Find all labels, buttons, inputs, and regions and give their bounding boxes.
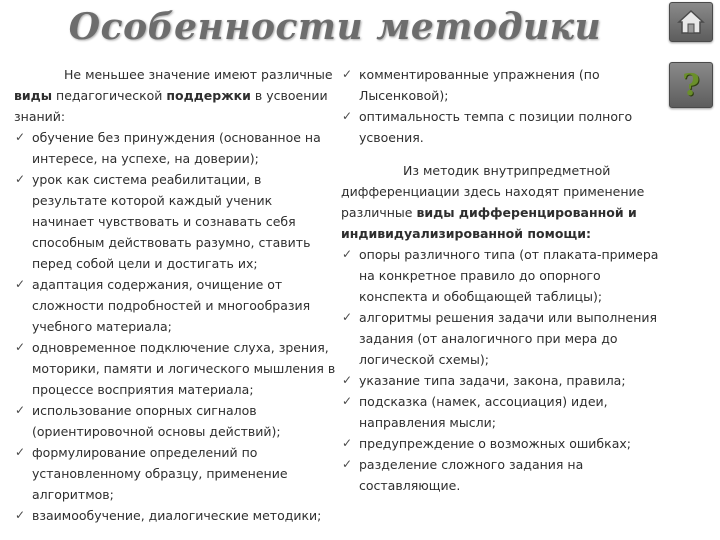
intro-bold-2: поддержки (166, 88, 251, 103)
intro-text-2: педагогической (52, 88, 167, 103)
right-column (341, 64, 659, 496)
list-item: ✓ урок как система реабилитации, в результате которой каждый ученик начинает чувствовать и сознавать себя способным действовать разумно, ставить перед собой цели и достигать их; (14, 169, 336, 274)
question-mark-icon: ? (682, 67, 700, 103)
help-button[interactable] (669, 62, 713, 108)
intro-bold-1: виды (14, 88, 53, 103)
differentiation-text: Из методик внутрипредметной дифференциации здесь находят применение различные (341, 163, 645, 220)
list-item: ✓ формулирование определений по установленному образцу, применение алгоритмов; (14, 442, 336, 505)
list-item: ✓ обучение без принуждения (основанное на интересе, на успехе, на доверии); (14, 127, 336, 169)
home-icon (676, 8, 706, 36)
check-icon: ✓ (15, 445, 26, 459)
check-icon: ✓ (15, 130, 26, 144)
left-column (14, 64, 336, 526)
list-item: ✓ указание типа задачи, закона, правила; (341, 370, 659, 391)
list-item: ✓ использование опорных сигналов (ориентировочной основы действий); (14, 400, 336, 442)
check-icon: ✓ (15, 277, 26, 291)
check-icon: ✓ (342, 67, 353, 81)
check-icon: ✓ (15, 172, 26, 186)
page-title: Особенности методики (68, 6, 602, 48)
check-icon: ✓ (15, 340, 26, 354)
list-item: ✓ подсказка (намек, ассоциация) идеи, направления мысли; (341, 391, 659, 433)
list-item: ✓ адаптация содержания, очищение от сложности подробностей и многообразия учебного материала; (14, 274, 336, 337)
check-icon: ✓ (342, 373, 353, 387)
intro-paragraph (14, 64, 336, 127)
differentiation-bold: виды дифференцированной и индивидуализированной помощи: (341, 205, 637, 241)
check-icon: ✓ (342, 394, 353, 408)
list-item: ✓ взаимообучение, диалогические методики; (14, 505, 336, 526)
check-icon: ✓ (342, 109, 353, 123)
check-icon: ✓ (15, 403, 26, 417)
methods-list-top (341, 64, 659, 148)
intro-text-3: в усвоении знаний: (14, 88, 328, 124)
list-item: ✓ одновременное подключение слуха, зрения, моторики, памяти и логического мышления в процессе восприятия материала; (14, 337, 336, 400)
list-item: ✓ оптимальность темпа с позиции полного усвоения. (341, 106, 659, 148)
list-item: ✓ предупреждение о возможных ошибках; (341, 433, 659, 454)
list-item: ✓ разделение сложного задания на составляющие. (341, 454, 659, 496)
check-icon: ✓ (342, 310, 353, 324)
differentiation-paragraph (341, 160, 659, 244)
check-icon: ✓ (342, 457, 353, 471)
home-button[interactable] (669, 2, 713, 42)
support-types-list (14, 127, 336, 526)
list-item: ✓ алгоритмы решения задачи или выполнения задания (от аналогичного при мера до логической схемы); (341, 307, 659, 370)
list-item: ✓ комментированные упражнения (по Лысенковой); (341, 64, 659, 106)
check-icon: ✓ (15, 508, 26, 522)
help-types-list (341, 244, 659, 496)
check-icon: ✓ (342, 436, 353, 450)
check-icon: ✓ (342, 247, 353, 261)
intro-text-1: Не меньшее значение имеют различные (64, 67, 333, 82)
list-item: ✓ опоры различного типа (от плаката-примера на конкретное правило до опорного конспекта и обобщающей таблицы); (341, 244, 659, 307)
